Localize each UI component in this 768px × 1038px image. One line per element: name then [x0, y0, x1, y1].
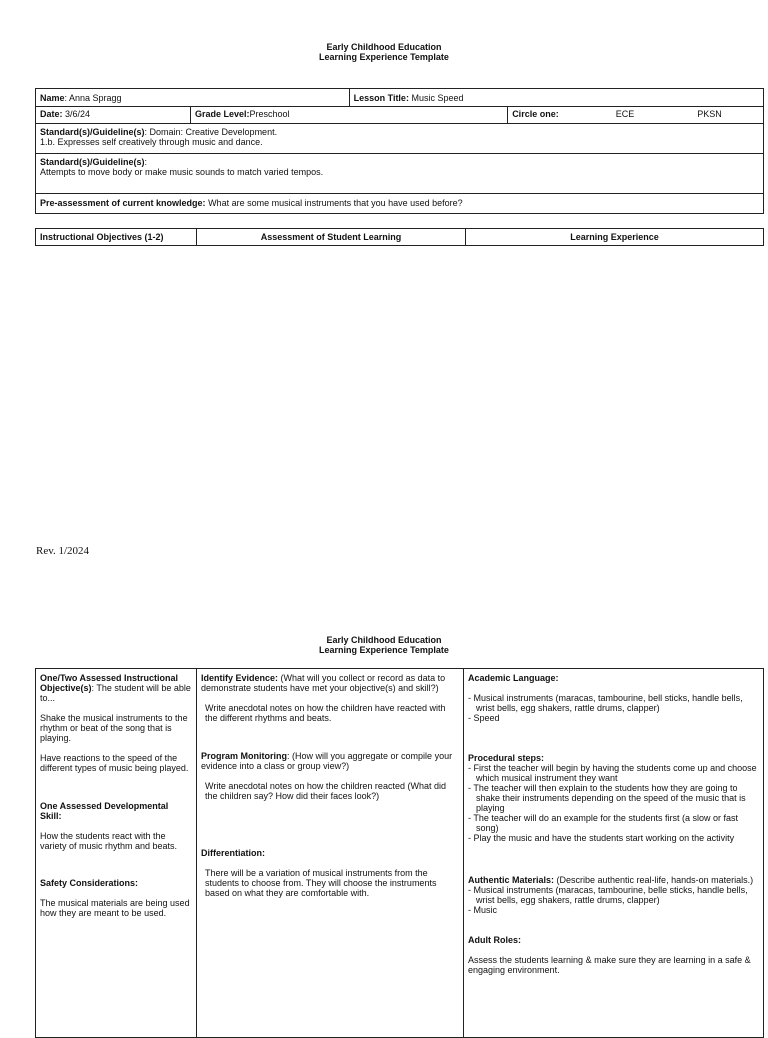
safety-text: The musical materials are being used how they are meant to be used.: [40, 898, 190, 918]
differentiation-text: There will be a variation of musical instruments from the students to choose from. They will choose the instruments based on what they are comfortable with.: [205, 868, 437, 898]
objective-2: Have reactions to the speed of the different types of music being played.: [40, 753, 189, 773]
standard-2-colon: :: [144, 157, 148, 167]
page1-title-line2: Learning Experience Template: [319, 52, 449, 62]
developmental-skill-label: One Assessed Developmental Skill:: [40, 801, 169, 821]
standard-1-cell: [36, 124, 764, 154]
objectives-column: [36, 669, 197, 1038]
circle-option-pksn: PKSN: [697, 109, 722, 119]
grade-level-label: Grade Level:: [195, 109, 250, 119]
col-instructional-objectives: Instructional Objectives (1-2): [36, 229, 197, 246]
procedural-steps-label: Procedural steps:: [468, 753, 545, 763]
name-cell: [36, 89, 350, 107]
pre-assessment-cell: [36, 194, 764, 214]
date-value: 3/6/24: [62, 109, 91, 119]
evidence-label: Identify Evidence:: [201, 673, 279, 683]
standard-1-label: Standard(s)/Guideline(s): [40, 127, 145, 137]
academic-language-item: - Speed: [468, 713, 500, 723]
authentic-material-item: - Musical instruments (maracas, tambourine, belle sticks, handle bells, wrist bells, egg shakers, rattle drums, clapper): [468, 885, 748, 905]
standard-2-cell: [36, 154, 764, 194]
evidence-text: Write anecdotal notes on how the children have reacted with the different rhythms and beats.: [205, 703, 446, 723]
authentic-materials-prompt: (Describe authentic real-life, hands-on materials.): [554, 875, 754, 885]
revision-note: Rev. 1/2024: [36, 545, 90, 557]
monitoring-label: Program Monitoring: [201, 751, 287, 761]
lesson-title-value: Music Speed: [408, 93, 464, 103]
col-learning-experience: Learning Experience: [466, 229, 764, 246]
name-label: Name: [40, 93, 65, 103]
procedural-step: - The teacher will do an example for the students first (a slow or fast song): [468, 813, 738, 833]
page2-title-line1: Early Childhood Education: [326, 635, 442, 645]
assessment-column: [197, 669, 464, 1038]
lesson-info-table: [35, 88, 764, 214]
column-header-table: [35, 228, 764, 246]
monitoring-prompt: : (How will you aggregate or compile your evidence into a class or group view?): [201, 751, 453, 771]
standard-1-text: 1.b. Expresses self creatively through music and dance.: [40, 137, 263, 147]
grade-level-cell: [191, 107, 508, 124]
date-label: Date:: [40, 109, 63, 119]
standard-2-label: Standard(s)/Guideline(s): [40, 157, 145, 167]
academic-language-label: Academic Language:: [468, 673, 559, 683]
circle-one-label: Circle one:: [512, 109, 559, 119]
procedural-step: - The teacher will then explain to the students how they are going to shake their instruments depending on the speed of the music that is playing: [468, 783, 746, 813]
adult-roles-label: Adult Roles:: [468, 935, 521, 945]
circle-option-ece: ECE: [615, 109, 635, 119]
procedural-step: - First the teacher will begin by having the students come up and choose which musical instrument they want: [468, 763, 757, 783]
page2-title-line2: Learning Experience Template: [319, 645, 449, 655]
col-assessment: Assessment of Student Learning: [197, 229, 466, 246]
monitoring-text: Write anecdotal notes on how the children reacted (What did the children say? How did their faces look?): [205, 781, 446, 801]
differentiation-label: Differentiation:: [201, 848, 265, 858]
pre-assessment-label: Pre-assessment of current knowledge:: [40, 198, 206, 208]
standard-2-text: Attempts to move body or make music sounds to match varied tempos.: [40, 167, 324, 177]
lesson-title-label: Lesson Title:: [353, 93, 409, 103]
grade-level-value: Preschool: [249, 109, 290, 119]
authentic-materials-label: Authentic Materials:: [468, 875, 555, 885]
experience-column: [464, 669, 764, 1038]
pre-assessment-value: What are some musical instruments that you have used before?: [205, 198, 463, 208]
lesson-title-cell: [349, 89, 763, 107]
date-cell: [36, 107, 191, 124]
circle-one-cell: [508, 107, 764, 124]
objectives-label: One/Two Assessed Instructional Objective(s): [40, 673, 179, 693]
learning-experience-table: [35, 668, 764, 1038]
adult-roles-text: Assess the students learning & make sure they are learning in a safe & engaging environment.: [468, 955, 751, 975]
name-value: : Anna Spragg: [64, 93, 122, 103]
objectives-intro: : The student will be able to...: [40, 683, 191, 703]
page1-title-line1: Early Childhood Education: [326, 42, 442, 52]
standard-1-domain: : Domain: Creative Development.: [144, 127, 278, 137]
objective-1: Shake the musical instruments to the rhythm or beat of the song that is playing.: [40, 713, 188, 743]
evidence-prompt: (What will you collect or record as data to demonstrate students have met your objective(s) and skill?): [201, 673, 446, 693]
procedural-step: - Play the music and have the students start working on the activity: [468, 833, 735, 843]
safety-label: Safety Considerations:: [40, 878, 139, 888]
authentic-material-item: - Music: [468, 905, 498, 915]
academic-language-item: - Musical instruments (maracas, tambourine, bell sticks, handle bells, wrist bells, egg shakers, rattle drums, clapper): [468, 693, 743, 713]
developmental-skill-text: How the students react with the variety of music rhythm and beats.: [40, 831, 178, 851]
